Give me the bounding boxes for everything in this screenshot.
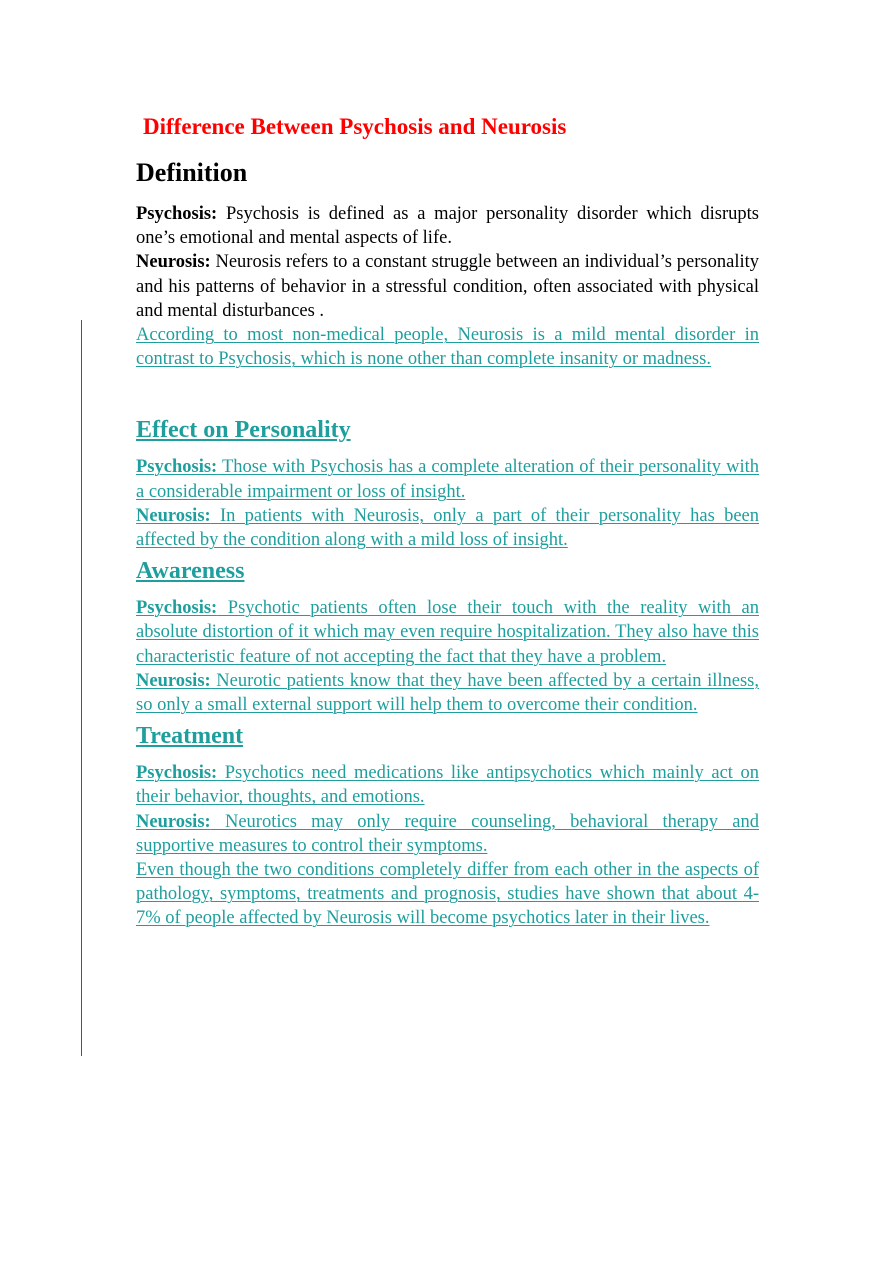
awareness-neurosis-text: Neurotic patients know that they have been affected by a certain illness, so only a small external support will help them to overcome their condition. [136,670,759,716]
awareness-psychosis-paragraph [136,596,759,669]
treatment-psychosis-paragraph [136,761,759,809]
section-heading-definition: Definition [136,158,248,187]
psychosis-definition-text: Psychosis is defined as a major personality disorder which disrupts one’s emotional and mental aspects of life. [136,204,759,249]
margin-rule [81,320,82,1056]
neurosis-definition-text: Neurosis refers to a constant struggle between an individual’s personality and his patterns of behavior in a stressful condition, often associated with physical and mental disturbances . [136,252,759,321]
effect-neurosis-text: In patients with Neurosis, only a part of their personality has been affected by the condition along with a mild loss of insight. [136,505,759,551]
psychosis-label: Psychosis: [136,763,218,784]
conclusion-paragraph: Even though the two conditions completely differ from each other in the aspects of pathology, symptoms, treatments and prognosis, studies have shown that about 4-7% of people affected by Neurosis will become psychotics later in their lives. [136,860,759,929]
section-heading-effect-on-personality: Effect on Personality [136,417,351,444]
page-title: Difference Between Psychosis and Neurosis [143,114,567,139]
awareness-psychosis-text: Psychotic patients often lose their touch with the reality with an absolute distortion of it which may even require hospitalization. They also have this characteristic feature of not accepting the fact that they have a problem. [136,598,759,667]
definition-neurosis-paragraph [136,250,759,323]
section-heading-awareness: Awareness [136,558,245,585]
section-heading-treatment: Treatment [136,723,244,750]
treatment-psychosis-text: Psychotics need medications like antipsychotics which mainly act on their behavior, thoughts, and emotions. [136,763,759,808]
psychosis-label: Psychosis: [136,457,218,478]
definition-note-paragraph: According to most non-medical people, Neurosis is a mild mental disorder in contrast to Psychosis, which is none other than complete insanity or madness. [136,325,759,370]
effect-psychosis-paragraph [136,455,759,503]
neurosis-label: Neurosis: [136,505,211,526]
neurosis-label: Neurosis: [136,811,211,832]
psychosis-label: Psychosis: [136,598,218,619]
effect-psychosis-text: Those with Psychosis has a complete alteration of their personality with a considerable impairment or loss of insight. [136,457,759,502]
definition-psychosis-paragraph [136,202,759,250]
psychosis-label: Psychosis: [136,204,218,224]
neurosis-label: Neurosis: [136,670,211,691]
effect-neurosis-paragraph [136,504,759,552]
treatment-neurosis-paragraph [136,810,759,858]
neurosis-label: Neurosis: [136,252,211,273]
awareness-neurosis-paragraph [136,669,759,717]
treatment-neurosis-text: Neurotics may only require counseling, behavioral therapy and supportive measures to control their symptoms. [136,811,759,856]
document-body [136,156,759,931]
